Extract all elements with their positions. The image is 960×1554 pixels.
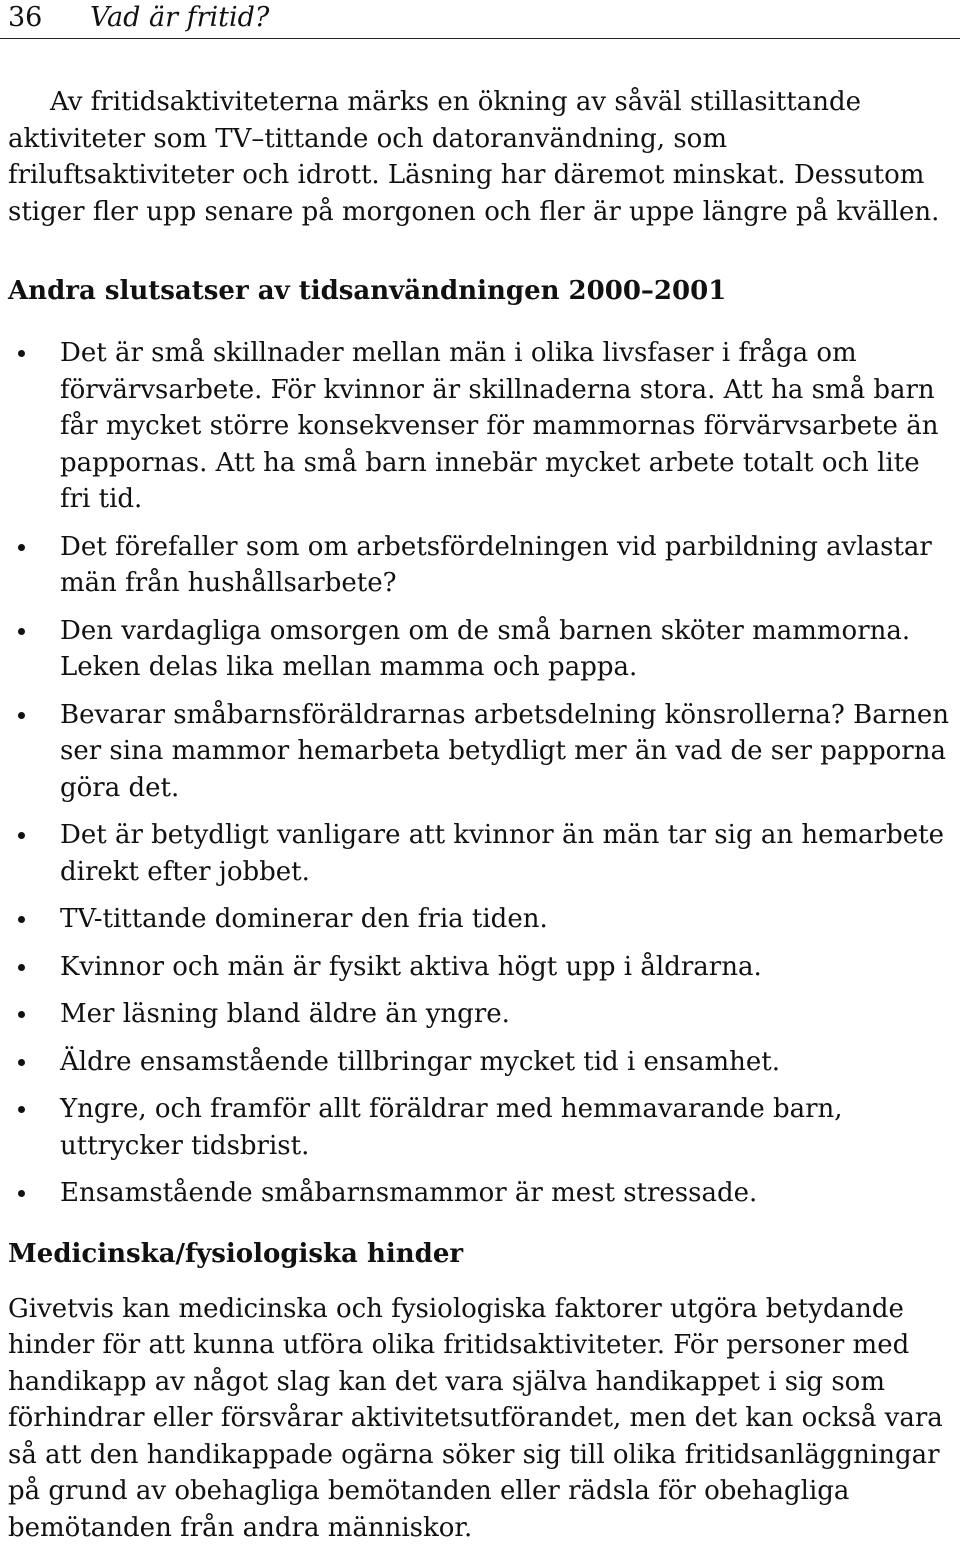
- list-item: [8, 529, 952, 602]
- list-item: [8, 901, 952, 938]
- list-item: [8, 1091, 952, 1164]
- list-item: [8, 1044, 952, 1081]
- page-header: [0, 0, 960, 39]
- section-heading-conclusions: Andra slutsatser av tidsanvändningen 2000–2001: [8, 276, 727, 306]
- list-item-text: Mer läsning bland äldre än yngre.: [60, 999, 510, 1029]
- bullet-icon: [18, 350, 25, 357]
- section-heading-medical: Medicinska/fysiologiska hinder: [8, 1238, 464, 1269]
- page-content: [8, 84, 952, 1546]
- list-item-text: Det är små skillnader mellan män i olika livsfaser i fråga om förvärvsarbete. För kvinnor är skillnaderna stora. Att ha små barn får mycket större konsekvenser för mammornas förvärvsarbete än pappornas. Att ha små barn innebär mycket arbete totalt och lite fri tid.: [60, 338, 939, 514]
- page-number: 36: [8, 2, 43, 33]
- list-item: [8, 335, 952, 518]
- bullet-icon: [18, 916, 25, 923]
- list-item-text: Det förefaller som om arbetsfördelningen vid parbildning avlastar män från hushållsarbete?: [60, 531, 932, 598]
- list-item: [8, 1175, 952, 1212]
- list-item-text: TV-tittande dominerar den fria tiden.: [60, 904, 548, 934]
- running-title: Vad är fritid?: [90, 2, 270, 33]
- bullet-icon: [18, 1059, 25, 1066]
- intro-paragraph: Av fritidsaktiviteterna märks en ökning av såväl stillasittande aktiviteter som TV–tittande och datoranvändning, som friluftsaktiviteter och idrott. Läsning har däremot minskat. Dessutom stiger fler upp senare på morgonen och fler är uppe längre på kvällen.: [8, 87, 940, 227]
- bullet-icon: [18, 832, 25, 839]
- medical-paragraph: Givetvis kan medicinska och fysiologiska faktorer utgöra betydande hinder för att kunna utföra olika fritidsaktiviteter. För personer med handikapp av något slag kan det vara själva handikappet i sig som förhindrar eller försvårar aktivitetsutförandet, men det kan också vara så att den handikappade ogärna söker sig till olika fritidsanläggningar på grund av obehagliga bemötanden eller rädsla för obehagliga bemötanden från andra människor.: [8, 1293, 943, 1543]
- bullet-icon: [18, 1106, 25, 1113]
- conclusions-list: [8, 335, 952, 1212]
- list-item: [8, 817, 952, 890]
- list-item-text: Det är betydligt vanligare att kvinnor än män tar sig an hemarbete direkt efter jobbet.: [60, 820, 944, 887]
- list-item-text: Yngre, och framför allt föräldrar med hemmavarande barn, uttrycker tidsbrist.: [60, 1094, 843, 1161]
- list-item: [8, 996, 952, 1033]
- list-item-text: Ensamstående småbarnsmammor är mest stressade.: [60, 1178, 758, 1208]
- bullet-icon: [18, 628, 25, 635]
- bullet-icon: [18, 1011, 25, 1018]
- list-item: [8, 949, 952, 986]
- list-item: [8, 697, 952, 807]
- bullet-icon: [18, 712, 25, 719]
- bullet-icon: [18, 1190, 25, 1197]
- list-item-text: Kvinnor och män är fysikt aktiva högt upp i åldrarna.: [60, 951, 762, 982]
- bullet-icon: [18, 544, 25, 551]
- list-item-text: Den vardagliga omsorgen om de små barnen sköter mammorna. Leken delas lika mellan mamma och pappa.: [60, 615, 911, 682]
- list-item: [8, 613, 952, 686]
- list-item-text: Bevarar småbarnsföräldrarnas arbetsdelning könsrollerna? Barnen ser sina mammor hemarbeta betydligt mer än vad de ser papporna göra det.: [60, 699, 950, 803]
- list-item-text: Äldre ensamstående tillbringar mycket tid i ensamhet.: [60, 1046, 781, 1077]
- bullet-icon: [18, 964, 25, 971]
